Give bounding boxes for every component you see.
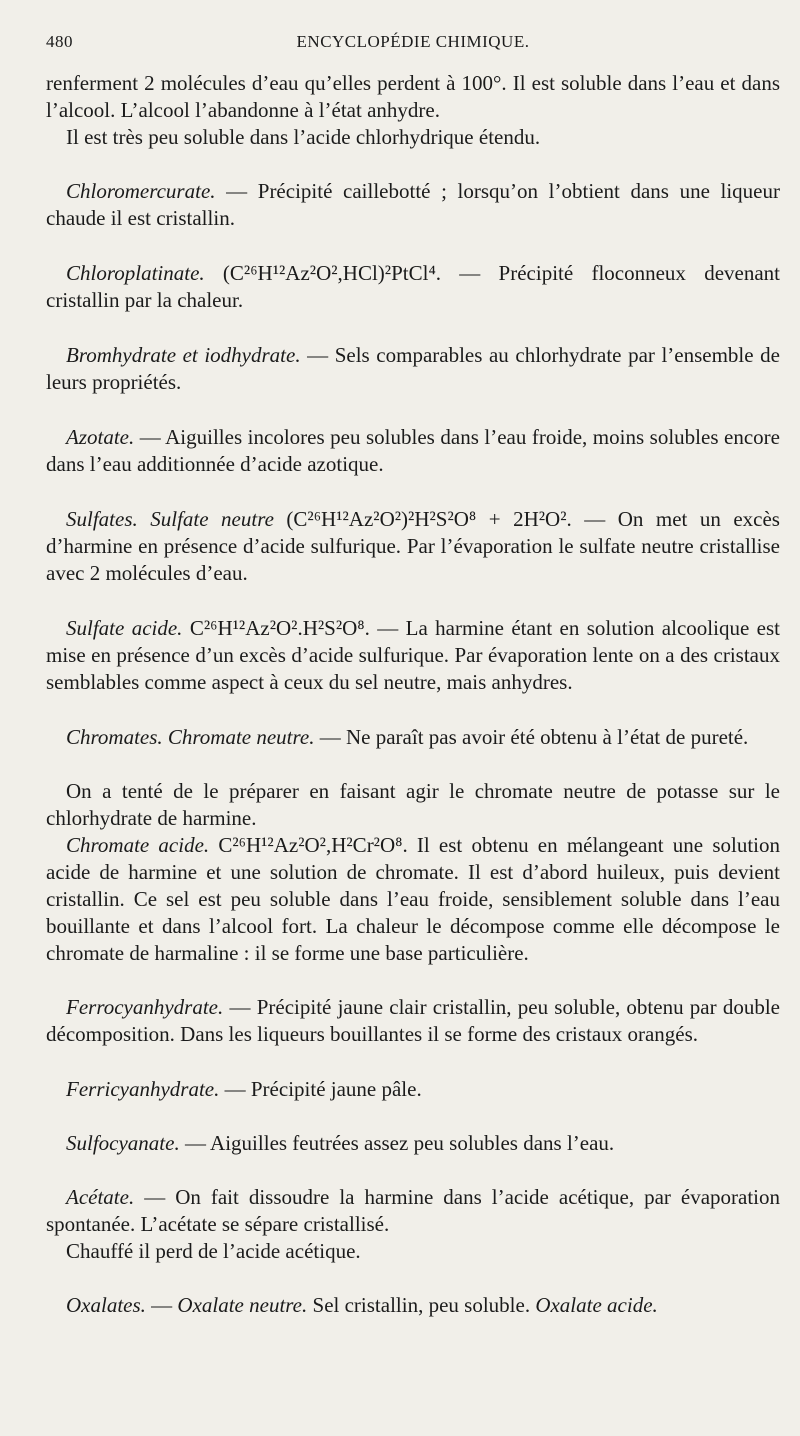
paragraph: [46, 424, 780, 478]
paragraph: [46, 178, 780, 232]
text-run: (C²⁶H¹²Az²O²,HCl)²PtCl⁴. — Précipité floconneux devenant cristallin par la chaleur.: [46, 261, 780, 312]
italic-heading: Oxalate neutre.: [177, 1293, 308, 1317]
italic-heading: Oxalates.: [66, 1293, 146, 1317]
text-run: Il est très peu soluble dans l’acide chlorhydrique étendu.: [66, 125, 541, 149]
text-run: — Aiguilles incolores peu solubles dans l’eau froide, moins solubles encore dans l’eau additionnée d’acide azotique.: [46, 425, 780, 476]
italic-heading: Ferricyanhydrate.: [66, 1077, 220, 1101]
text-run: —: [145, 1293, 178, 1317]
page-number: 480: [46, 32, 73, 51]
text-run: — Sels comparables au chlorhydrate par l’ensemble de leurs propriétés.: [46, 343, 780, 394]
italic-heading: Sulfate acide.: [66, 616, 183, 640]
paragraph: [46, 615, 780, 696]
paragraph: [46, 506, 780, 587]
text-run: On a tenté de le préparer en faisant agir le chromate neutre de potasse sur le chlorhydrate de harmine.: [46, 779, 780, 830]
text-run: — Précipité jaune clair cristallin, peu soluble, obtenu par double décomposition. Dans les liqueurs bouillantes il se forme des cristaux orangés.: [46, 995, 780, 1046]
text-run: Chauffé il perd de l’acide acétique.: [66, 1239, 361, 1263]
italic-heading: Azotate.: [66, 425, 135, 449]
text-run: — On fait dissoudre la harmine dans l’acide acétique, par évaporation spontanée. L’acétate se sépare cristallisé.: [46, 1185, 780, 1236]
italic-heading: Chromates. Chromate neutre.: [66, 725, 315, 749]
paragraph: [46, 70, 780, 124]
paragraph: [46, 1184, 780, 1238]
italic-heading: Sulfates. Sulfate neutre: [66, 507, 274, 531]
paragraph: [46, 124, 780, 151]
running-title: ENCYCLOPÉDIE CHIMIQUE.: [296, 32, 530, 51]
italic-heading: Acétate.: [66, 1185, 135, 1209]
italic-heading: Bromhydrate et iodhydrate.: [66, 343, 301, 367]
text-run: — Précipité caillebotté ; lorsqu’on l’obtient dans une liqueur chaude il est cristallin.: [46, 179, 780, 230]
italic-heading: Sulfocyanate.: [66, 1131, 180, 1155]
text-run: — Ne paraît pas avoir été obtenu à l’état de pureté.: [314, 725, 749, 749]
text-run: (C²⁶H¹²Az²O²)²H²S²O⁸ + 2H²O². — On met un excès d’harmine en présence d’acide sulfurique. Par l’évaporation le sulfate neutre cristallise avec 2 molécules d’eau.: [46, 507, 780, 585]
italic-heading: Oxalate acide.: [535, 1293, 658, 1317]
paragraph: [46, 1076, 780, 1103]
text-run: C²⁶H¹²Az²O².H²S²O⁸. — La harmine étant en solution alcoolique est mise en présence d’un excès d’acide sulfurique. Par évaporation lente on a des cristaux semblables comme aspect à ceux du sel neutre, mais anhydres.: [46, 616, 780, 694]
paragraph: [46, 1238, 780, 1265]
text-run: C²⁶H¹²Az²O²,H²Cr²O⁸. Il est obtenu en mélangeant une solution acide de harmine et une solution de chromate. Il est d’abord huileux, puis devient cristallin. Ce sel est peu soluble dans l’eau froide, sensiblement soluble dans l’eau bouillante et dans l’alcool fort. La chaleur le décompose comme elle décompose le chromate de harmaline : il se forme une base particulière.: [46, 833, 780, 965]
paragraph: [46, 778, 780, 832]
paragraph: [46, 260, 780, 314]
italic-heading: Ferrocyanhydrate.: [66, 995, 224, 1019]
paragraph: [46, 1292, 780, 1319]
document-page: [46, 32, 780, 1317]
text-run: — Précipité jaune pâle.: [219, 1077, 422, 1101]
page-header: [46, 32, 780, 62]
text-run: Sel cristallin, peu soluble.: [307, 1293, 536, 1317]
italic-heading: Chloroplatinate.: [66, 261, 205, 285]
paragraph: [46, 832, 780, 967]
paragraph: [46, 724, 780, 751]
paragraph: [46, 1130, 780, 1157]
italic-heading: Chromate acide.: [66, 833, 210, 857]
paragraph: [46, 342, 780, 396]
italic-heading: Chloromercurate.: [66, 179, 216, 203]
paragraph: [46, 994, 780, 1048]
text-run: — Aiguilles feutrées assez peu solubles dans l’eau.: [179, 1131, 615, 1155]
text-run: renferment 2 molécules d’eau qu’elles perdent à 100°. Il est soluble dans l’eau et dans l’alcool. L’alcool l’abandonne à l’état anhydre.: [46, 71, 780, 122]
